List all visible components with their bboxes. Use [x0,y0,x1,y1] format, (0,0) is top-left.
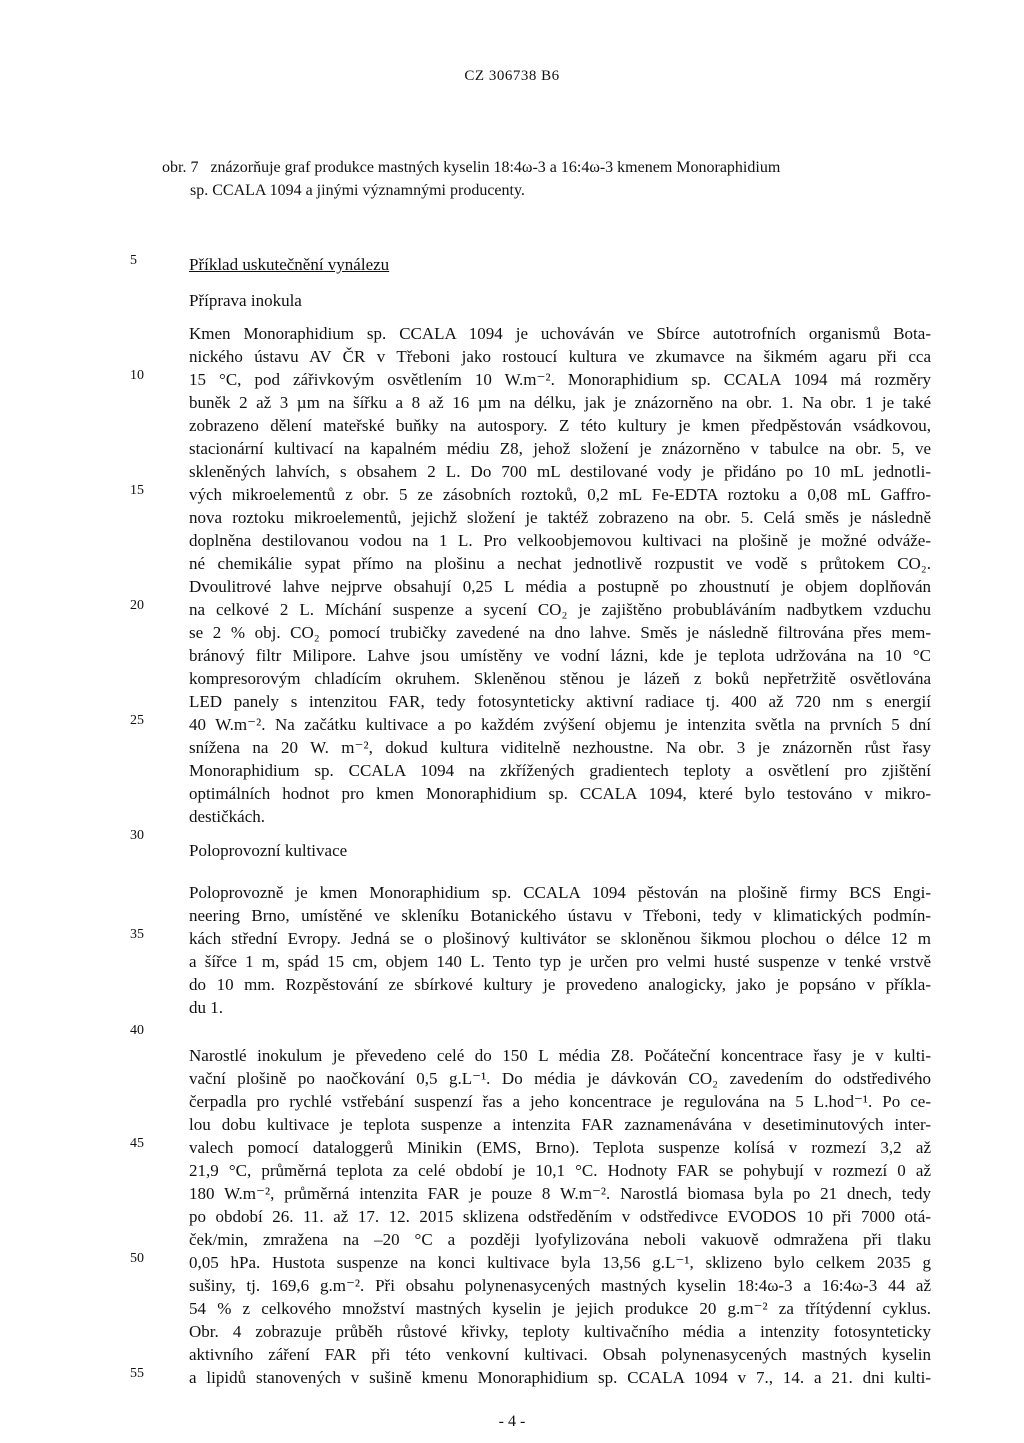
line-number: 50 [130,1251,144,1266]
text-line: buněk 2 až 3 µm na šířku a 8 až 16 µm na délku, jak je znázorněno na obr. 1. Na obr. 1 je také [189,393,931,412]
text-line: né chemikálie sypat přímo na plošinu a nechat jednotlivě rozpustit ve vodě s průtokem CO₂. [189,554,931,573]
section-heading-pilot: Poloprovozní kultivace [189,841,348,860]
text-line: zobrazeno dělení mateřské buňky na autospory. Z této kultury je kmen předpěstován vsádkovou, [189,416,931,435]
text-line: 0,05 hPa. Hustota suspenze na konci kultivace byla 13,56 g.L⁻¹, sklizeno bylo celkem 2035 g [189,1253,931,1272]
text-line: bránový filtr Milipore. Lahve jsou umístěny ve vodní lázni, kde je teplota udržována na 10 °C [189,646,931,665]
text-line: a šířce 1 m, spád 15 cm, objem 140 L. Tento typ je určen pro velmi husté suspenze v tenké vrstvě [189,952,931,971]
text-line: po období 26. 11. až 17. 12. 2015 sklizena odstředěním v odstředivce EVODOS 10 při 7000 otá- [189,1207,931,1226]
text-line: 15 °C, pod zářivkovým osvětlením 10 W.m⁻². Monoraphidium sp. CCALA 1094 má rozměry [189,370,931,389]
figure-caption [162,156,942,202]
text-line: vační plošině po naočkování 0,5 g.L⁻¹. Do média je dávkován CO₂ zavedením do odstředivého [189,1069,931,1088]
text-line: snížena na 20 W. m⁻², dokud kultura viditelně nezhoustne. Na obr. 3 je znázorněn růst řasy [189,738,931,757]
text-line: 180 W.m⁻², průměrná intenzita FAR je pouze 8 W.m⁻². Narostlá biomasa byla po 21 dnech, tedy [189,1184,931,1203]
text-line: Obr. 4 zobrazuje průběh růstové křivky, teploty kultivačního média a intenzity fotosynteticky [189,1322,931,1341]
text-line: skleněných lahvích, s obsahem 2 L. Do 700 mL destilované vody je přidáno po 10 mL jednotli- [189,462,931,481]
text-line: Kmen Monoraphidium sp. CCALA 1094 je uchováván ve Sbírce autotrofních organismů Bota- [189,324,931,343]
text-line: neering Brno, umístěné ve skleníku Botanického ústavu v Třeboni, tedy v klimatických podmín- [189,906,931,925]
text-line: Narostlé inokulum je převedeno celé do 150 L média Z8. Počáteční koncentrace řasy je v kulti- [189,1046,931,1065]
text-line: Dvoulitrové lahve nejprve obsahují 0,25 L média a postupně po zhoustnutí je objem doplňován [189,577,931,596]
text-line: kompresorovým chladícím okruhem. Skleněnou stěnou je lázeň z boků nepřetržitě osvětlována [189,669,931,688]
text-line: se 2 % obj. CO₂ pomocí trubičky zavedené na dno lahve. Směs je následně filtrována přes mem- [189,623,931,642]
text-line: Monoraphidium sp. CCALA 1094 na zkřížených gradientech teploty a osvětlení pro zjištění [189,761,931,780]
text-line: vých mikroelementů z obr. 5 ze zásobních roztoků, 0,2 mL Fe-EDTA roztoku a 0,08 mL Gaffro- [189,485,931,504]
text-line: nova roztoku mikroelementů, jejichž složení je taktéž zobrazeno na obr. 5. Celá směs je následně [189,508,931,527]
text-line: valech pomocí dataloggerů Minikin (EMS, Brno). Teplota suspenze kolísá v rozmezí 3,2 až [189,1138,931,1157]
line-number: 25 [130,713,144,728]
paragraph-pilot-2 [189,1044,931,1389]
document-header: CZ 306738 B6 [464,68,560,84]
text-line: a lipidů stanovených v sušině kmenu Monoraphidium sp. CCALA 1094 v 7., 14. a 21. dni kulti- [189,1368,931,1387]
line-number: 20 [130,598,144,613]
line-number: 55 [130,1366,144,1381]
line-number: 40 [130,1023,144,1038]
text-line: čerpadla pro rychlé vstřebání suspenzí řas a jeho koncentrace je regulována na 5 L.hod⁻¹. Po ce- [189,1092,931,1111]
figure-caption-line-2: sp. CCALA 1094 a jinými významnými producenty. [190,182,525,199]
text-line: LED panely s intenzitou FAR, tedy fotosynteticky aktivní radiace tj. 400 až 720 nm s energií [189,692,931,711]
figure-caption-text: znázorňuje graf produkce mastných kyselin 18:4ω-3 a 16:4ω-3 kmenem Monoraphidium [210,159,781,176]
page-number: - 4 - [498,1413,526,1430]
text-line: na celkové 2 L. Míchání suspenze a sycení CO₂ je zajištěno probubláváním nadbytkem vzduchu [189,600,931,619]
text-line: nického ústavu AV ČR v Třeboni jako rostoucí kultura ve zkumavce na šikmém agaru při cca [189,347,931,366]
text-line: 21,9 °C, průměrná teplota za celé období je 10,1 °C. Hodnoty FAR se pohybují v rozmezí 0 až [189,1161,931,1180]
line-number: 5 [130,253,137,268]
text-line: doplněna destilovanou vodou na 1 L. Pro velkoobjemovou kultivaci na plošině je možné odváže- [189,531,931,550]
text-line: kách střední Evropy. Jedná se o plošinový kultivátor se skloněnou šikmou plochou o délce 12 m [189,929,931,948]
line-number: 35 [130,927,144,942]
section-heading-inoculum: Příprava inokula [189,291,302,310]
text-line: stacionární kultivací na kapalném médiu Z8, jehož složení je znázorněno v tabulce na obr. 5, ve [189,439,931,458]
text-line: sušiny, tj. 169,6 g.m⁻². Při obsahu polynenasycených mastných kyselin 18:4ω-3 a 16:4ω-3 44 až [189,1276,931,1295]
text-line: 54 % z celkového množství mastných kyselin je jejich produkce 20 g.m⁻² za třítýdenní cyklus. [189,1299,931,1318]
text-line: 40 W.m⁻². Na začátku kultivace a po každém zvýšení objemu je intenzita světla na prvních 5 dní [189,715,931,734]
text-line: ček/min, zmražena na –20 °C a později lyofylizována neboli vakuově odmražena při tlaku [189,1230,931,1249]
figure-caption-line-1 [162,156,942,179]
section-heading-example: Příklad uskutečnění vynálezu [189,255,390,274]
text-line: do 10 mm. Rozpěstování ze sbírkové kultury je provedeno analogicky, jako je popsáno v příkla- [189,975,931,994]
text-line: optimálních hodnot pro kmen Monoraphidium sp. CCALA 1094, které bylo testováno v mikro- [189,784,931,803]
figure-label: obr. 7 [162,159,199,176]
line-number: 15 [130,483,144,498]
line-number: 10 [130,368,144,383]
text-line: lou dobu kultivace je teplota suspenze a intenzita FAR zaznamenávána v desetiminutových inter- [189,1115,931,1134]
text-line: destičkách. [189,807,265,826]
paragraph-inoculum [189,322,931,828]
text-line: du 1. [189,998,223,1017]
text-line: Poloprovozně je kmen Monoraphidium sp. CCALA 1094 pěstován na plošině firmy BCS Engi- [189,883,931,902]
line-number: 30 [130,828,144,843]
line-number: 45 [130,1136,144,1151]
paragraph-pilot-1 [189,881,931,1019]
text-line: aktivního záření FAR při této venkovní kultivaci. Obsah polynenasycených mastných kyselin [189,1345,931,1364]
